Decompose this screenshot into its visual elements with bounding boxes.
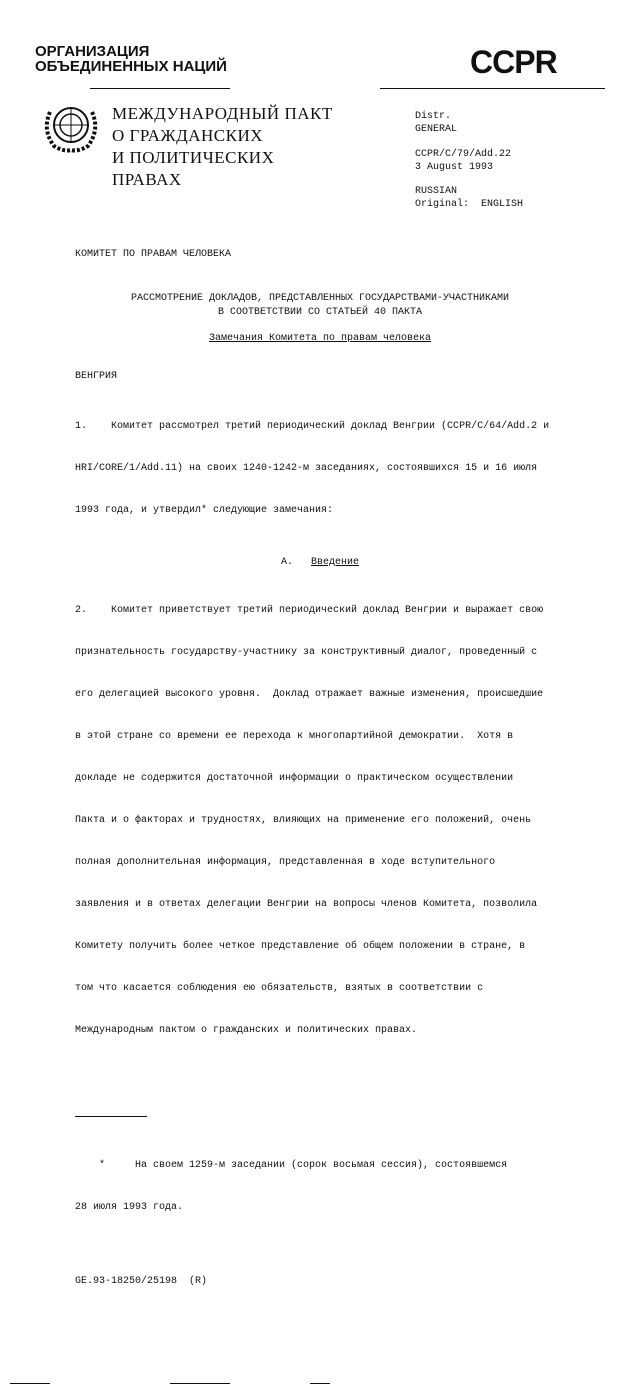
original-value: ENGLISH (481, 199, 524, 210)
text-line: 1993 года, и утвердил* следующие замечания: (75, 505, 334, 516)
text-line: том что касается соблюдения ею обязательств, взятых в соответствии с (75, 983, 484, 994)
text-line: признательность государству-участнику за конструктивный диалог, проведенный с (75, 647, 538, 658)
doc-date: 3 August 1993 (415, 162, 494, 173)
section-letter: A. (280, 557, 293, 568)
title-line: О ГРАЖДАНСКИХ (112, 126, 264, 145)
distribution-block (415, 110, 457, 136)
paragraph-2 (75, 576, 640, 1066)
title-line: И ПОЛИТИЧЕСКИХ (112, 148, 275, 167)
distr-label: Distr. (415, 111, 452, 122)
doc-ref-block (415, 148, 511, 174)
text-line: 2. Комитет приветствует третий периодический доклад Венгрии и выражает свою (75, 605, 544, 616)
language: RUSSIAN (415, 186, 458, 197)
document-symbol: CCPR (470, 44, 557, 80)
text-line: Комитету получить более четкое представление об общем положении в стране, в (75, 941, 526, 952)
text-line: полная дополнительная информация, представленная в ходе вступительного (75, 857, 496, 868)
bottom-rule (310, 1383, 330, 1384)
bottom-rule (10, 1383, 50, 1384)
covenant-title (112, 103, 333, 191)
bottom-rule (170, 1383, 230, 1384)
text-line: докладе не содержится достаточной информации о практическом осуществлении (75, 773, 514, 784)
language-block (415, 185, 523, 211)
section-title: Введение (311, 557, 360, 568)
doc-number: CCPR/C/79/Add.22 (415, 149, 512, 160)
distr-value: GENERAL (415, 124, 458, 135)
heading-line-1: РАССМОТРЕНИЕ ДОКЛАДОВ, ПРЕДСТАВЛЕННЫХ ГОСУДАРСТВАМИ-УЧАСТНИКАМИ (130, 293, 510, 304)
document-header (0, 0, 640, 240)
subheading: Замечания Комитета по правам человека (208, 333, 432, 344)
committee-name: КОМИТЕТ ПО ПРАВАМ ЧЕЛОВЕКА (75, 249, 232, 260)
bottom-rules (0, 1379, 640, 1389)
text-line: Международным пактом о гражданских и политических правах. (75, 1025, 418, 1036)
text-line: в этой стране со времени ее перехода к многопартийной демократии. Хотя в (75, 731, 514, 742)
un-emblem-icon (40, 100, 102, 154)
text-line: заявления и в ответах делегации Венгрии на вопросы членов Комитета, позволила (75, 899, 538, 910)
organization-name (35, 44, 227, 74)
text-line: Пакта и о факторах и трудностях, влияющих на применение его положений, очень (75, 815, 532, 826)
header-rule-left (90, 88, 230, 89)
paragraph-1 (75, 392, 640, 546)
text-line: HRI/CORE/1/Add.11) на своих 1240-1242-м заседаниях, состоявшихся 15 и 16 июля (75, 463, 538, 474)
section-a-heading (0, 556, 640, 570)
title-line: МЕЖДУНАРОДНЫЙ ПАКТ (112, 104, 333, 123)
text-line: 1. Комитет рассмотрел третий периодический доклад Венгрии (CCPR/C/64/Add.2 и (75, 421, 550, 432)
header-rule-right (380, 88, 605, 89)
org-line-2: ОБЪЕДИНЕННЫХ НАЦИЙ (35, 58, 227, 75)
footnote-rule (75, 1116, 147, 1117)
heading-line-2: В СООТВЕТСТВИИ СО СТАТЬЕЙ 40 ПАКТА (217, 307, 423, 318)
footnote-line: 28 июля 1993 года. (75, 1202, 184, 1213)
job-number: GE.93-18250/25198 (R) (75, 1276, 208, 1287)
text-line: его делегацией высокого уровня. Доклад отражает важные изменения, происшедшие (75, 689, 544, 700)
footnote (75, 1131, 640, 1243)
footnote-line: * На своем 1259-м заседании (сорок восьмая сессия), состоявшемся (75, 1160, 508, 1171)
original-label: Original: (415, 199, 470, 210)
country-heading: ВЕНГРИЯ (75, 371, 118, 382)
title-line: ПРАВАХ (112, 170, 182, 189)
org-line-1: ОРГАНИЗАЦИЯ (35, 43, 150, 60)
